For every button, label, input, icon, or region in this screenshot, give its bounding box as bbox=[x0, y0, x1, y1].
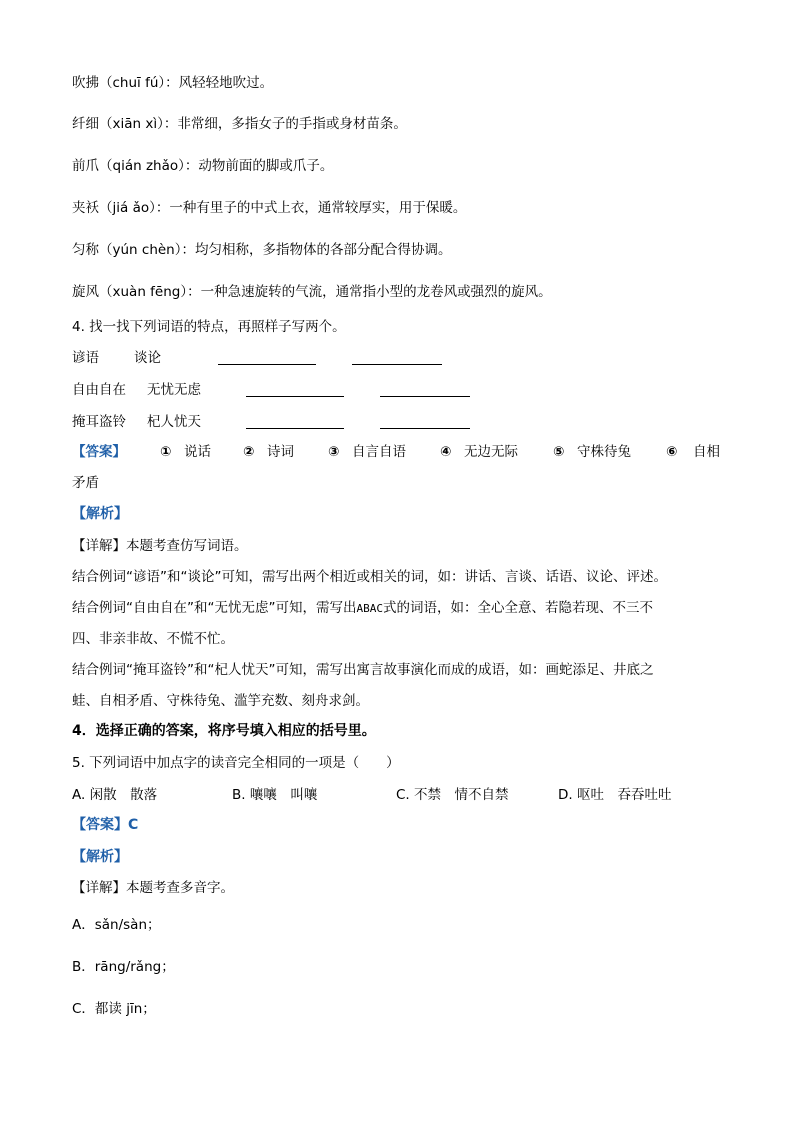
vocab-item: 前爪（qián zhǎo）：动物前面的脚或爪子。 bbox=[72, 158, 334, 174]
q4-answer-blank[interactable] bbox=[380, 428, 470, 429]
answer-text: 自相 bbox=[693, 444, 720, 460]
q4-example-word: 掩耳盗铃 bbox=[72, 414, 126, 430]
vocab-item: 吹拂（chuī fú）：风轻轻地吹过。 bbox=[72, 75, 274, 91]
answer-text: 诗词 bbox=[267, 444, 294, 460]
q5-option: D. 呕吐 吞吞吐吐 bbox=[558, 787, 672, 803]
answer-number: ④ bbox=[440, 444, 452, 460]
q4-example-word: 杞人忧天 bbox=[147, 414, 201, 430]
q5-option: A. 闲散 散落 bbox=[72, 787, 158, 803]
vocab-item: 旋风（xuàn fēng）：一种急速旋转的气流，通常指小型的龙卷风或强烈的旋风。 bbox=[72, 284, 552, 300]
q4-answer-blank[interactable] bbox=[380, 396, 470, 397]
q4-example-word: 无忧无虑 bbox=[147, 382, 201, 398]
detail-heading: 【详解】本题考查多音字。 bbox=[72, 880, 234, 896]
vocab-item: 匀称（yún chèn）：均匀相称，多指物体的各部分配合得协调。 bbox=[72, 242, 452, 258]
answer-label: 【答案】 bbox=[72, 444, 126, 460]
answer-text: 说话 bbox=[184, 444, 211, 460]
q5-stem: 5. 下列词语中加点字的读音完全相同的一项是（ ） bbox=[72, 755, 400, 771]
explanation-text: 结合例词“掩耳盗铃”和“杞人忧天”可知，需写出寓言故事演化而成的成语，如：画蛇添足、井底之 bbox=[72, 662, 654, 678]
q4-answer-blank[interactable] bbox=[246, 396, 344, 397]
q4-example-word: 谚语 bbox=[72, 350, 99, 366]
answer-number: ⑥ bbox=[666, 444, 678, 460]
q5-option: B. 嚷嚷 叫嚷 bbox=[232, 787, 318, 803]
answer-text: 守株待兔 bbox=[577, 444, 631, 460]
explanation-text: C．都读 jīn； bbox=[72, 1001, 156, 1017]
analysis-label: 【解析】 bbox=[72, 849, 128, 865]
q4-stem: 4. 找一找下列词语的特点，再照样子写两个。 bbox=[72, 319, 346, 335]
answer-number: ⑤ bbox=[553, 444, 565, 460]
explanation-text bbox=[72, 599, 653, 618]
answer-continuation: 矛盾 bbox=[72, 475, 99, 491]
analysis-label: 【解析】 bbox=[72, 506, 128, 522]
detail-heading: 【详解】本题考查仿写词语。 bbox=[72, 538, 248, 554]
explanation-text: 蛙、自相矛盾、守株待兔、滥竽充数、刻舟求剑。 bbox=[72, 693, 369, 709]
explanation-abac: ABAC bbox=[356, 602, 383, 615]
answer-number: ① bbox=[160, 444, 172, 460]
q5-option: C. 不禁 情不自禁 bbox=[396, 787, 509, 803]
answer-number: ② bbox=[243, 444, 255, 460]
q4-answer-blank[interactable] bbox=[246, 428, 344, 429]
explanation-text: 结合例词“谚语”和“谈论”可知，需写出两个相近或相关的词，如：讲话、言谈、话语、议论、评述。 bbox=[72, 569, 667, 585]
q4-answer-blank[interactable] bbox=[352, 364, 442, 365]
explanation-segment: 结合例词“自由自在”和“无忧无虑”可知，需写出 bbox=[72, 600, 357, 616]
answer-label: 【答案】C bbox=[72, 817, 139, 833]
explanation-text: 四、非亲非故、不慌不忙。 bbox=[72, 631, 234, 647]
answer-text: 自言自语 bbox=[352, 444, 406, 460]
q4-answer-blank[interactable] bbox=[218, 364, 316, 365]
q4-example-word: 自由自在 bbox=[72, 382, 126, 398]
explanation-text: B．rāng/rǎng； bbox=[72, 959, 175, 975]
vocab-item: 夹袄（jiá ǎo）：一种有里子的中式上衣，通常较厚实，用于保暖。 bbox=[72, 200, 467, 216]
answer-number: ③ bbox=[328, 444, 340, 460]
explanation-text: A．sǎn/sàn； bbox=[72, 917, 161, 933]
vocab-item: 纤细（xiān xì）：非常细，多指女子的手指或身材苗条。 bbox=[72, 116, 407, 132]
q4-example-word: 谈论 bbox=[134, 350, 161, 366]
section-heading: 4．选择正确的答案，将序号填入相应的括号里。 bbox=[72, 723, 376, 739]
explanation-segment: 式的词语，如：全心全意、若隐若现、不三不 bbox=[382, 600, 653, 616]
answer-text: 无边无际 bbox=[464, 444, 518, 460]
